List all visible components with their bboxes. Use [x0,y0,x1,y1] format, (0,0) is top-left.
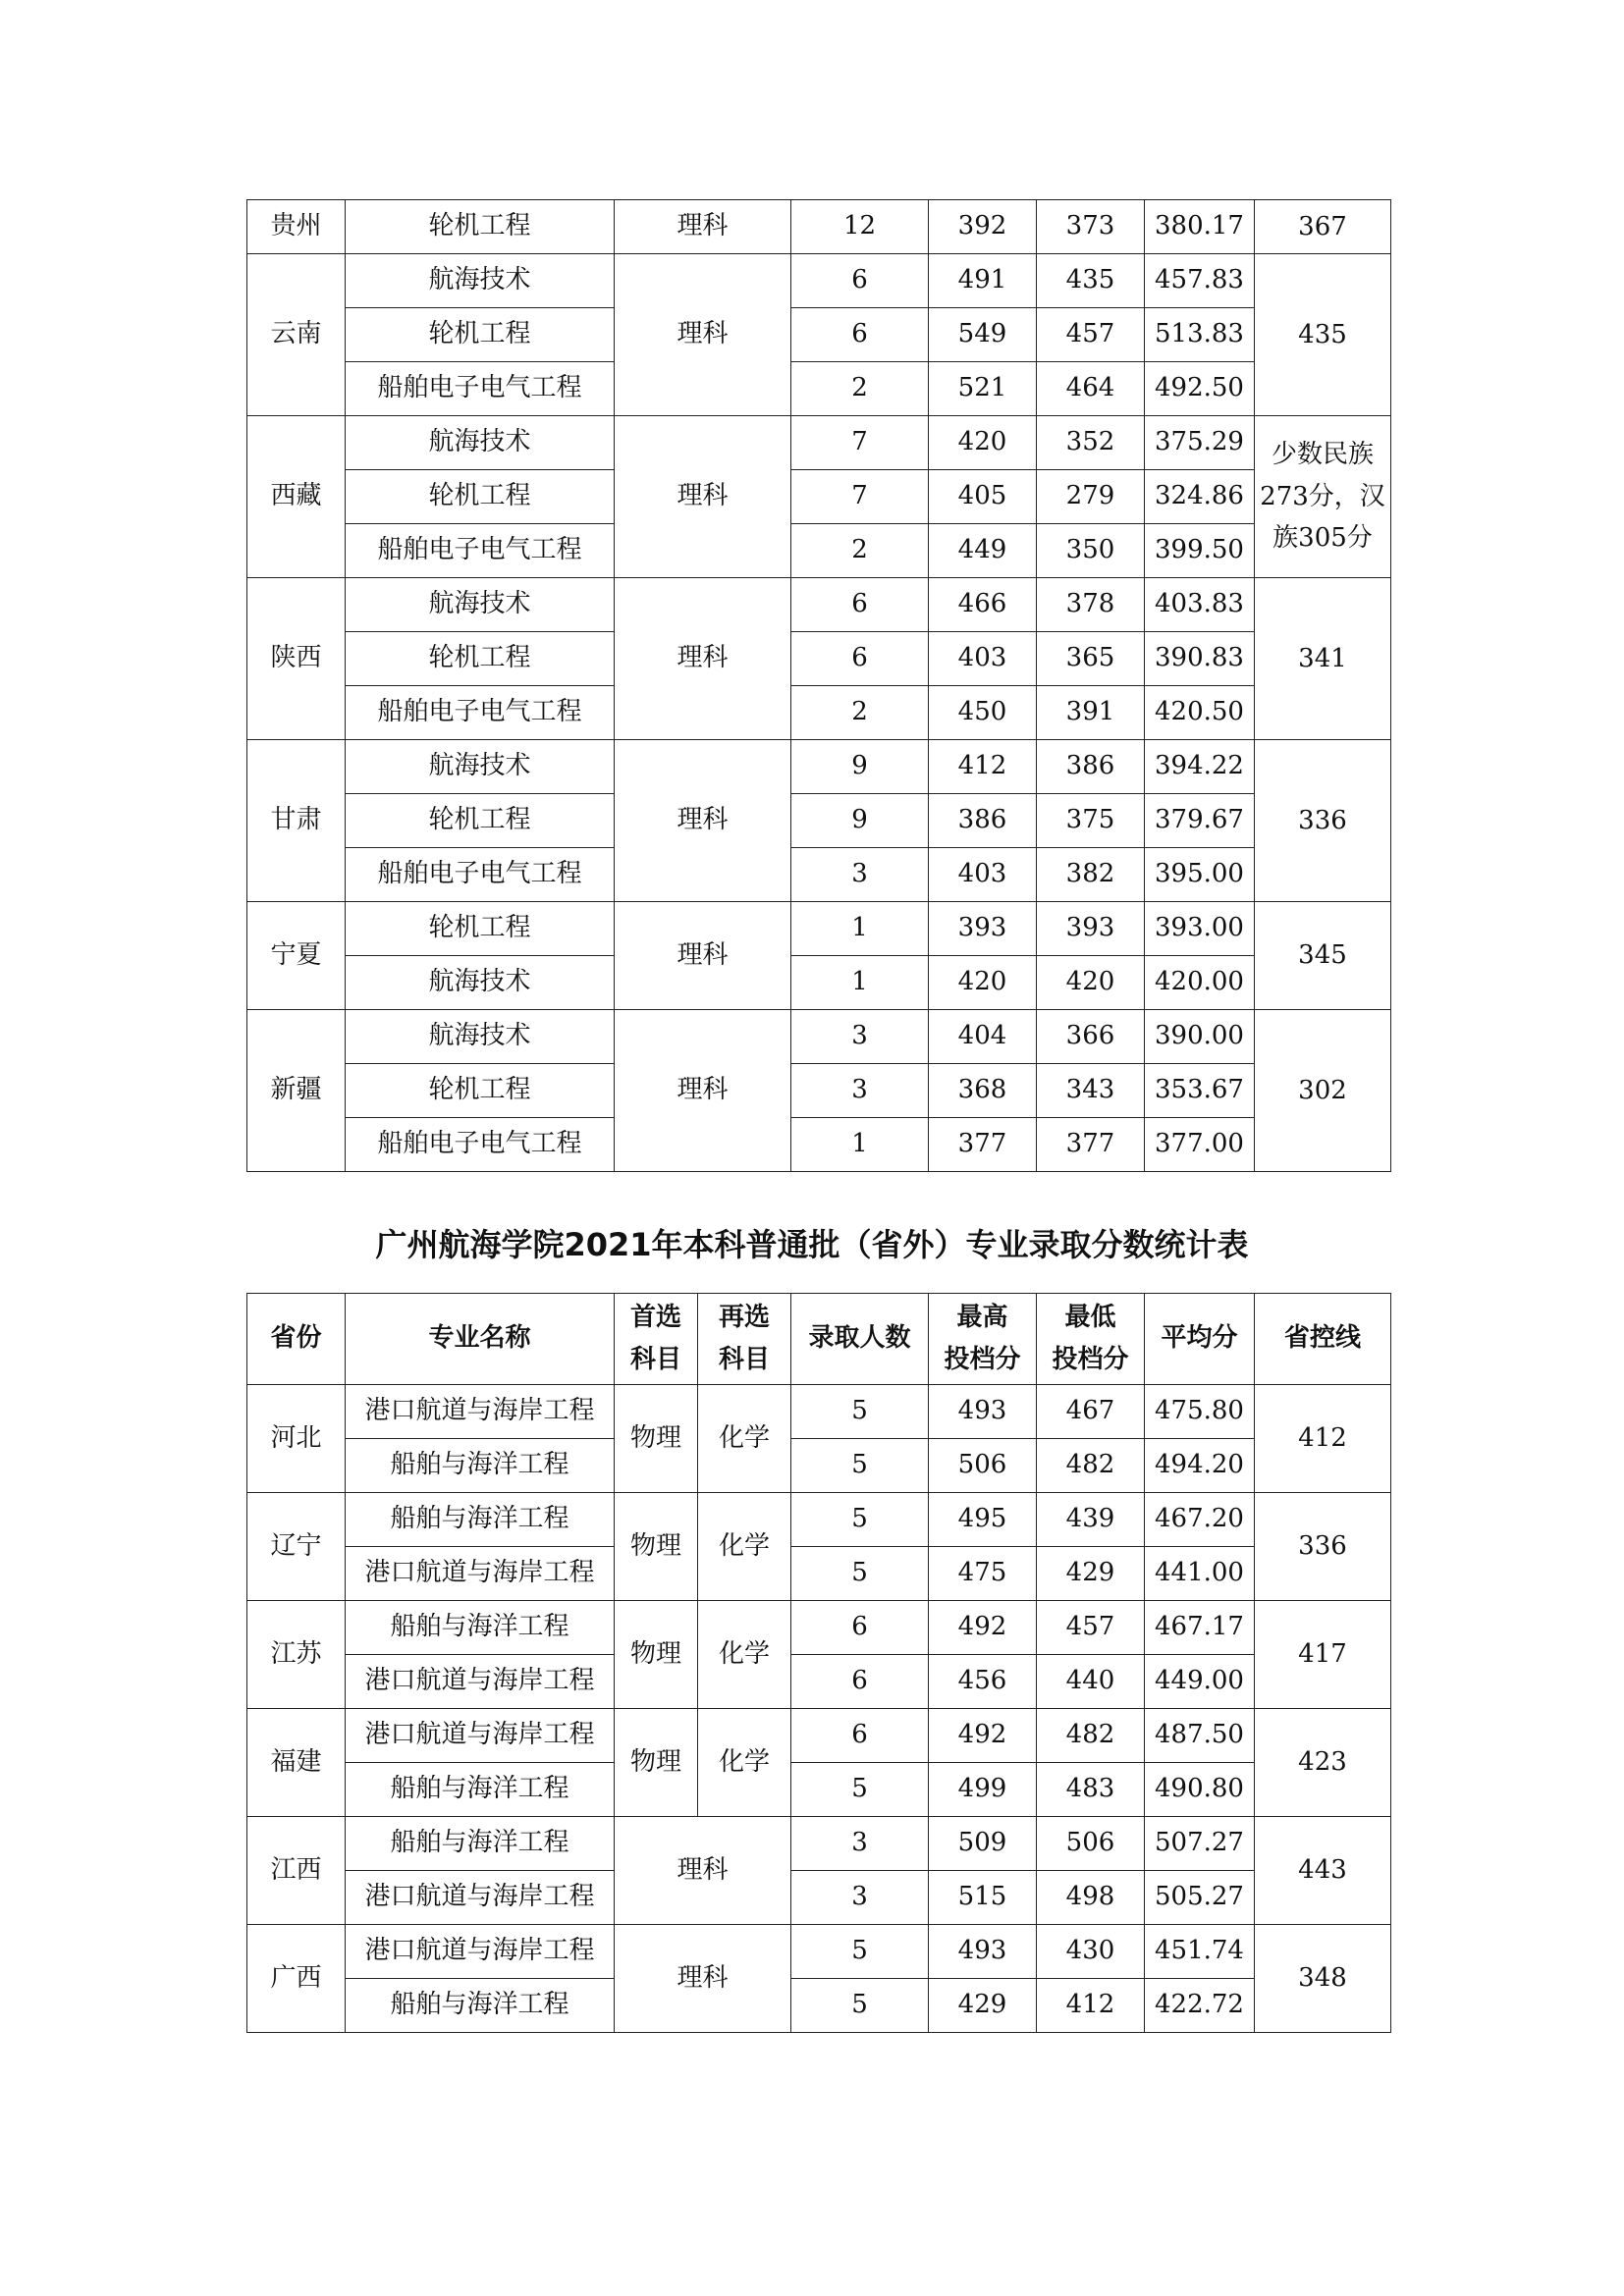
max-score-cell: 403 [929,848,1037,902]
control-line-cell: 少数民族 273分，汉 族305分 [1255,416,1391,578]
avg-score-cell: 494.20 [1145,1439,1255,1493]
major-cell: 船舶与海洋工程 [346,1493,615,1547]
avg-score-cell: 487.50 [1145,1709,1255,1763]
avg-score-cell: 380.17 [1145,200,1255,254]
min-score-cell: 498 [1037,1871,1145,1925]
major-cell: 船舶与海洋工程 [346,1601,615,1655]
min-score-cell: 386 [1037,740,1145,794]
min-score-cell: 506 [1037,1817,1145,1871]
avg-score-cell: 441.00 [1145,1547,1255,1601]
count-cell: 5 [791,1925,929,1979]
first-subject-cell: 物理 [615,1385,698,1493]
subject-cell: 理科 [615,416,791,578]
table-row [247,1601,1391,1655]
min-score-cell: 279 [1037,470,1145,524]
avg-score-cell: 475.80 [1145,1385,1255,1439]
count-cell: 1 [791,1118,929,1172]
province-cell: 河北 [247,1385,346,1493]
major-cell: 港口航道与海岸工程 [346,1655,615,1709]
header-row [247,1294,1391,1385]
count-cell: 1 [791,956,929,1010]
max-score-cell: 493 [929,1385,1037,1439]
min-score-cell: 343 [1037,1064,1145,1118]
table-row [247,308,1391,362]
max-score-cell: 491 [929,254,1037,308]
subject-cell: 理科 [615,254,791,416]
min-score-cell: 412 [1037,1979,1145,2033]
subject-cell: 理科 [615,578,791,740]
control-line-cell: 336 [1255,740,1391,902]
subject-cell: 理科 [615,1925,791,2033]
max-score-cell: 449 [929,524,1037,578]
count-cell: 6 [791,308,929,362]
table-row [247,1385,1391,1439]
min-score-cell: 429 [1037,1547,1145,1601]
major-cell: 轮机工程 [346,632,615,686]
province-cell: 宁夏 [247,902,346,1010]
count-cell: 6 [791,632,929,686]
table-row [247,1655,1391,1709]
control-line-cell: 443 [1255,1817,1391,1925]
min-score-cell: 393 [1037,902,1145,956]
min-score-cell: 365 [1037,632,1145,686]
major-cell: 轮机工程 [346,200,615,254]
table-row [247,794,1391,848]
min-score-cell: 352 [1037,416,1145,470]
major-cell: 港口航道与海岸工程 [346,1871,615,1925]
avg-score-cell: 492.50 [1145,362,1255,416]
table-row [247,1763,1391,1817]
first-subject-cell: 物理 [615,1493,698,1601]
min-score-cell: 430 [1037,1925,1145,1979]
second-subject-cell: 化学 [698,1385,791,1493]
min-score-cell: 440 [1037,1655,1145,1709]
count-cell: 9 [791,740,929,794]
major-cell: 轮机工程 [346,1064,615,1118]
table-row [247,740,1391,794]
max-score-cell: 377 [929,1118,1037,1172]
major-cell: 航海技术 [346,956,615,1010]
count-cell: 3 [791,1064,929,1118]
count-cell: 5 [791,1547,929,1601]
table-row [247,1493,1391,1547]
subject-cell: 理科 [615,1817,791,1925]
major-cell: 船舶与海洋工程 [346,1439,615,1493]
province-cell: 西藏 [247,416,346,578]
major-cell: 船舶电子电气工程 [346,524,615,578]
table-row [247,200,1391,254]
control-line-cell: 341 [1255,578,1391,740]
count-cell: 3 [791,1871,929,1925]
min-score-cell: 350 [1037,524,1145,578]
count-cell: 6 [791,1601,929,1655]
min-score-cell: 467 [1037,1385,1145,1439]
table-row [247,524,1391,578]
avg-score-cell: 399.50 [1145,524,1255,578]
table-row [247,956,1391,1010]
subject-cell: 理科 [615,902,791,1010]
header-max-score: 最高 投档分 [929,1294,1037,1385]
major-cell: 船舶电子电气工程 [346,362,615,416]
table-row [247,1118,1391,1172]
table-row [247,848,1391,902]
avg-score-cell: 353.67 [1145,1064,1255,1118]
min-score-cell: 482 [1037,1439,1145,1493]
min-score-cell: 457 [1037,308,1145,362]
province-cell: 新疆 [247,1010,346,1172]
major-cell: 船舶与海洋工程 [346,1979,615,2033]
table-row [247,1871,1391,1925]
major-cell: 轮机工程 [346,308,615,362]
major-cell: 船舶电子电气工程 [346,848,615,902]
avg-score-cell: 505.27 [1145,1871,1255,1925]
min-score-cell: 377 [1037,1118,1145,1172]
max-score-cell: 475 [929,1547,1037,1601]
avg-score-cell: 467.20 [1145,1493,1255,1547]
province-cell: 贵州 [247,200,346,254]
major-cell: 轮机工程 [346,470,615,524]
major-cell: 船舶电子电气工程 [346,1118,615,1172]
avg-score-cell: 395.00 [1145,848,1255,902]
table-row [247,416,1391,470]
count-cell: 5 [791,1979,929,2033]
min-score-cell: 457 [1037,1601,1145,1655]
avg-score-cell: 422.72 [1145,1979,1255,2033]
count-cell: 1 [791,902,929,956]
min-score-cell: 391 [1037,686,1145,740]
max-score-cell: 403 [929,632,1037,686]
control-line-cell: 423 [1255,1709,1391,1817]
table-row [247,1979,1391,2033]
second-subject-cell: 化学 [698,1709,791,1817]
max-score-cell: 450 [929,686,1037,740]
table-row [247,362,1391,416]
max-score-cell: 405 [929,470,1037,524]
major-cell: 轮机工程 [346,794,615,848]
header-count: 录取人数 [791,1294,929,1385]
table-row [247,1547,1391,1601]
max-score-cell: 393 [929,902,1037,956]
max-score-cell: 515 [929,1871,1037,1925]
avg-score-cell: 394.22 [1145,740,1255,794]
min-score-cell: 464 [1037,362,1145,416]
province-cell: 陕西 [247,578,346,740]
min-score-cell: 375 [1037,794,1145,848]
header-first-subject: 首选 科目 [615,1294,698,1385]
count-cell: 2 [791,686,929,740]
max-score-cell: 495 [929,1493,1037,1547]
count-cell: 6 [791,1655,929,1709]
avg-score-cell: 507.27 [1145,1817,1255,1871]
count-cell: 9 [791,794,929,848]
table-row [247,902,1391,956]
header-avg-score: 平均分 [1145,1294,1255,1385]
max-score-cell: 404 [929,1010,1037,1064]
major-cell: 船舶与海洋工程 [346,1817,615,1871]
max-score-cell: 412 [929,740,1037,794]
avg-score-cell: 420.50 [1145,686,1255,740]
count-cell: 2 [791,362,929,416]
avg-score-cell: 451.74 [1145,1925,1255,1979]
max-score-cell: 429 [929,1979,1037,2033]
min-score-cell: 420 [1037,956,1145,1010]
header-min-score: 最低 投档分 [1037,1294,1145,1385]
admission-table-continued [246,199,1391,1172]
max-score-cell: 509 [929,1817,1037,1871]
control-line-cell: 367 [1255,200,1391,254]
count-cell: 3 [791,1817,929,1871]
max-score-cell: 368 [929,1064,1037,1118]
province-cell: 辽宁 [247,1493,346,1601]
min-score-cell: 482 [1037,1709,1145,1763]
min-score-cell: 366 [1037,1010,1145,1064]
avg-score-cell: 379.67 [1145,794,1255,848]
avg-score-cell: 449.00 [1145,1655,1255,1709]
header-control-line: 省控线 [1255,1294,1391,1385]
major-cell: 航海技术 [346,416,615,470]
table-row [247,632,1391,686]
count-cell: 5 [791,1439,929,1493]
header-major: 专业名称 [346,1294,615,1385]
control-line-cell: 336 [1255,1493,1391,1601]
count-cell: 3 [791,1010,929,1064]
header-second-subject: 再选 科目 [698,1294,791,1385]
max-score-cell: 506 [929,1439,1037,1493]
control-line-cell: 302 [1255,1010,1391,1172]
table-row [247,470,1391,524]
table-row [247,686,1391,740]
major-cell: 航海技术 [346,578,615,632]
max-score-cell: 466 [929,578,1037,632]
control-line-cell: 348 [1255,1925,1391,2033]
avg-score-cell: 490.80 [1145,1763,1255,1817]
avg-score-cell: 403.83 [1145,578,1255,632]
max-score-cell: 392 [929,200,1037,254]
avg-score-cell: 375.29 [1145,416,1255,470]
avg-score-cell: 513.83 [1145,308,1255,362]
max-score-cell: 492 [929,1601,1037,1655]
province-cell: 福建 [247,1709,346,1817]
max-score-cell: 420 [929,956,1037,1010]
count-cell: 5 [791,1493,929,1547]
province-cell: 江苏 [247,1601,346,1709]
admission-table-2021 [246,1293,1391,2033]
province-cell: 云南 [247,254,346,416]
header-province: 省份 [247,1294,346,1385]
subject-cell: 理科 [615,200,791,254]
avg-score-cell: 420.00 [1145,956,1255,1010]
table-row [247,1925,1391,1979]
province-cell: 甘肃 [247,740,346,902]
major-cell: 港口航道与海岸工程 [346,1385,615,1439]
avg-score-cell: 377.00 [1145,1118,1255,1172]
control-line-cell: 417 [1255,1601,1391,1709]
major-cell: 船舶与海洋工程 [346,1763,615,1817]
count-cell: 3 [791,848,929,902]
table-title: 广州航海学院2021年本科普通批（省外）专业录取分数统计表 [375,1226,1249,1263]
avg-score-cell: 390.00 [1145,1010,1255,1064]
subject-cell: 理科 [615,1010,791,1172]
min-score-cell: 382 [1037,848,1145,902]
major-cell: 航海技术 [346,740,615,794]
first-subject-cell: 物理 [615,1709,698,1817]
major-cell: 轮机工程 [346,902,615,956]
control-line-cell: 435 [1255,254,1391,416]
province-cell: 广西 [247,1925,346,2033]
count-cell: 5 [791,1763,929,1817]
avg-score-cell: 467.17 [1145,1601,1255,1655]
avg-score-cell: 390.83 [1145,632,1255,686]
major-cell: 港口航道与海岸工程 [346,1709,615,1763]
subject-cell: 理科 [615,740,791,902]
max-score-cell: 549 [929,308,1037,362]
major-cell: 港口航道与海岸工程 [346,1547,615,1601]
avg-score-cell: 324.86 [1145,470,1255,524]
table-row [247,1064,1391,1118]
table-row [247,254,1391,308]
min-score-cell: 378 [1037,578,1145,632]
province-cell: 江西 [247,1817,346,1925]
count-cell: 7 [791,416,929,470]
min-score-cell: 483 [1037,1763,1145,1817]
table-row [247,1439,1391,1493]
max-score-cell: 492 [929,1709,1037,1763]
min-score-cell: 435 [1037,254,1145,308]
count-cell: 6 [791,254,929,308]
major-cell: 船舶电子电气工程 [346,686,615,740]
count-cell: 6 [791,578,929,632]
major-cell: 港口航道与海岸工程 [346,1925,615,1979]
control-line-cell: 345 [1255,902,1391,1010]
table-row [247,1817,1391,1871]
count-cell: 5 [791,1385,929,1439]
table-row [247,1010,1391,1064]
count-cell: 7 [791,470,929,524]
max-score-cell: 521 [929,362,1037,416]
max-score-cell: 420 [929,416,1037,470]
major-cell: 航海技术 [346,1010,615,1064]
second-subject-cell: 化学 [698,1493,791,1601]
table-row [247,578,1391,632]
table-row [247,1709,1391,1763]
avg-score-cell: 393.00 [1145,902,1255,956]
min-score-cell: 373 [1037,200,1145,254]
count-cell: 12 [791,200,929,254]
max-score-cell: 386 [929,794,1037,848]
avg-score-cell: 457.83 [1145,254,1255,308]
major-cell: 航海技术 [346,254,615,308]
second-subject-cell: 化学 [698,1601,791,1709]
control-line-cell: 412 [1255,1385,1391,1493]
max-score-cell: 499 [929,1763,1037,1817]
max-score-cell: 456 [929,1655,1037,1709]
first-subject-cell: 物理 [615,1601,698,1709]
count-cell: 6 [791,1709,929,1763]
min-score-cell: 439 [1037,1493,1145,1547]
count-cell: 2 [791,524,929,578]
max-score-cell: 493 [929,1925,1037,1979]
